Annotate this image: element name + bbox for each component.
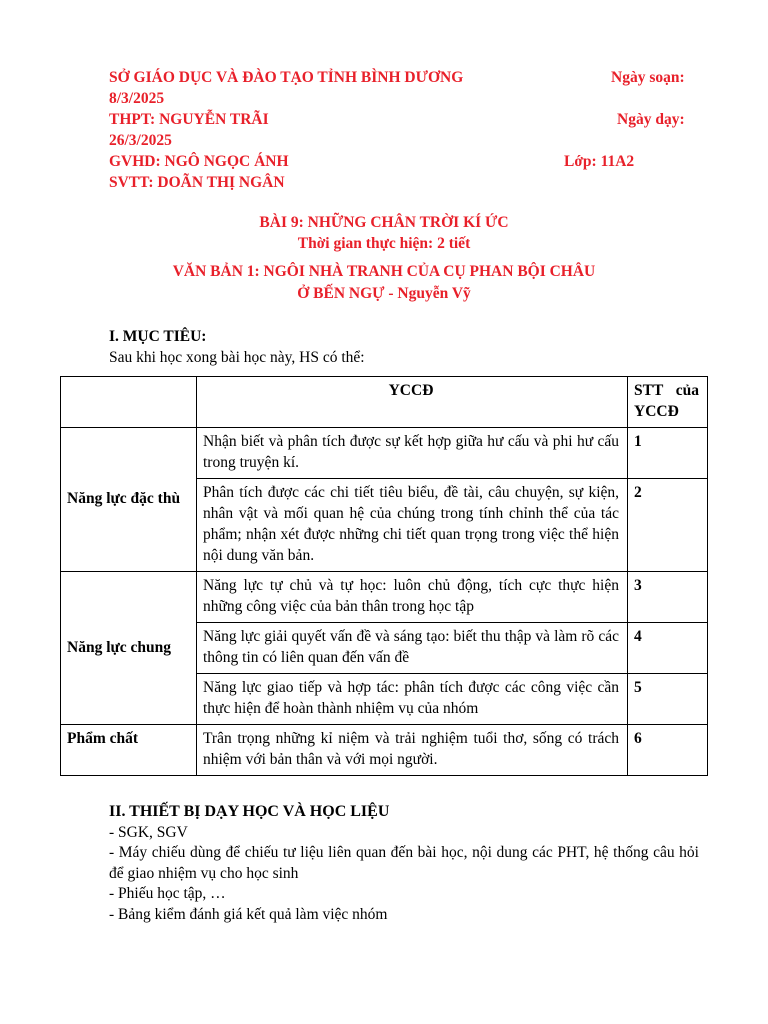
teach-date-label: Ngày dạy: <box>617 111 685 128</box>
section-2 <box>109 802 699 925</box>
header-yccd: YCCĐ <box>197 377 628 428</box>
section-2-heading: II. THIẾT BỊ DẠY HỌC VÀ HỌC LIỆU <box>109 803 390 820</box>
objective-stt: 3 <box>628 572 708 623</box>
text-title-line-1: VĂN BẢN 1: NGÔI NHÀ TRANH CỦA CỤ PHAN BỘI CHÂU <box>172 263 596 280</box>
lesson-duration: Thời gian thực hiện: 2 tiết <box>297 235 471 252</box>
student-teacher: SVTT: DOÃN THỊ NGÂN <box>109 174 285 191</box>
prep-date: 8/3/2025 <box>109 90 165 107</box>
header-stt: STT của YCCĐ <box>628 377 708 428</box>
objective-stt: 1 <box>628 428 708 479</box>
objective-text: Phân tích được các chi tiết tiêu biểu, đề tài, câu chuyện, sự kiện, nhân vật và mối quan hệ của chúng trong tính chỉnh thể của tác phẩm; nhận xét được những chi tiết quan trọng trong việc thể hiện nội dung văn bản. <box>197 479 628 572</box>
section-1-heading: I. MỤC TIÊU: <box>109 328 207 345</box>
class-name: Lớp: 11A2 <box>564 153 635 170</box>
header-empty-cell <box>61 377 197 428</box>
teach-date: 26/3/2025 <box>109 132 172 149</box>
table-row <box>61 428 708 479</box>
objective-text: Năng lực giao tiếp và hợp tác: phân tích được các công việc cần thực hiện để hoàn thành nhiệm vụ của nhóm <box>197 674 628 725</box>
objectives-table <box>60 376 708 776</box>
text-title-line-2: Ở BẾN NGỰ - Nguyễn Vỹ <box>297 285 471 302</box>
table-header-row <box>61 377 708 428</box>
objective-stt: 4 <box>628 623 708 674</box>
objective-stt: 6 <box>628 725 708 776</box>
department-name: SỞ GIÁO DỤC VÀ ĐÀO TẠO TỈNH BÌNH DƯƠNG <box>109 69 464 86</box>
group-specific-competence: Năng lực đặc thù <box>61 428 197 572</box>
objective-text: Nhận biết và phân tích được sự kết hợp giữa hư cấu và phi hư cấu trong truyện kí. <box>197 428 628 479</box>
section-1-intro: Sau khi học xong bài học này, HS có thể: <box>109 349 365 366</box>
objective-text: Năng lực tự chủ và tự học: luôn chủ động, tích cực thực hiện những công việc của bản thân trong học tập <box>197 572 628 623</box>
objective-text: Trân trọng những kỉ niệm và trải nghiệm tuổi thơ, sống có trách nhiệm với bản thân và với mọi người. <box>197 725 628 776</box>
list-item: - Phiếu học tập, … <box>109 885 226 902</box>
table-row <box>61 725 708 776</box>
supervisor: GVHD: NGÔ NGỌC ÁNH <box>109 153 289 170</box>
objective-text: Năng lực giải quyết vấn đề và sáng tạo: biết thu thập và làm rõ các thông tin có liên quan đến vấn đề <box>197 623 628 674</box>
objective-stt: 2 <box>628 479 708 572</box>
group-general-competence: Năng lực chung <box>61 572 197 725</box>
lesson-title: BÀI 9: NHỮNG CHÂN TRỜI KÍ ỨC <box>259 214 509 231</box>
list-item: - Bảng kiểm đánh giá kết quả làm việc nhóm <box>109 905 388 923</box>
school-name: THPT: NGUYỄN TRÃI <box>109 111 269 128</box>
list-item: - Máy chiếu dùng để chiếu tư liệu liên quan đến bài học, nội dung các PHT, hệ thống câu hỏi để giao nhiệm vụ cho học sinh <box>109 844 699 882</box>
table-row <box>61 572 708 623</box>
prep-date-label: Ngày soạn: <box>611 69 685 86</box>
objective-stt: 5 <box>628 674 708 725</box>
group-qualities: Phẩm chất <box>61 725 197 776</box>
list-item: - SGK, SGV <box>109 823 188 841</box>
